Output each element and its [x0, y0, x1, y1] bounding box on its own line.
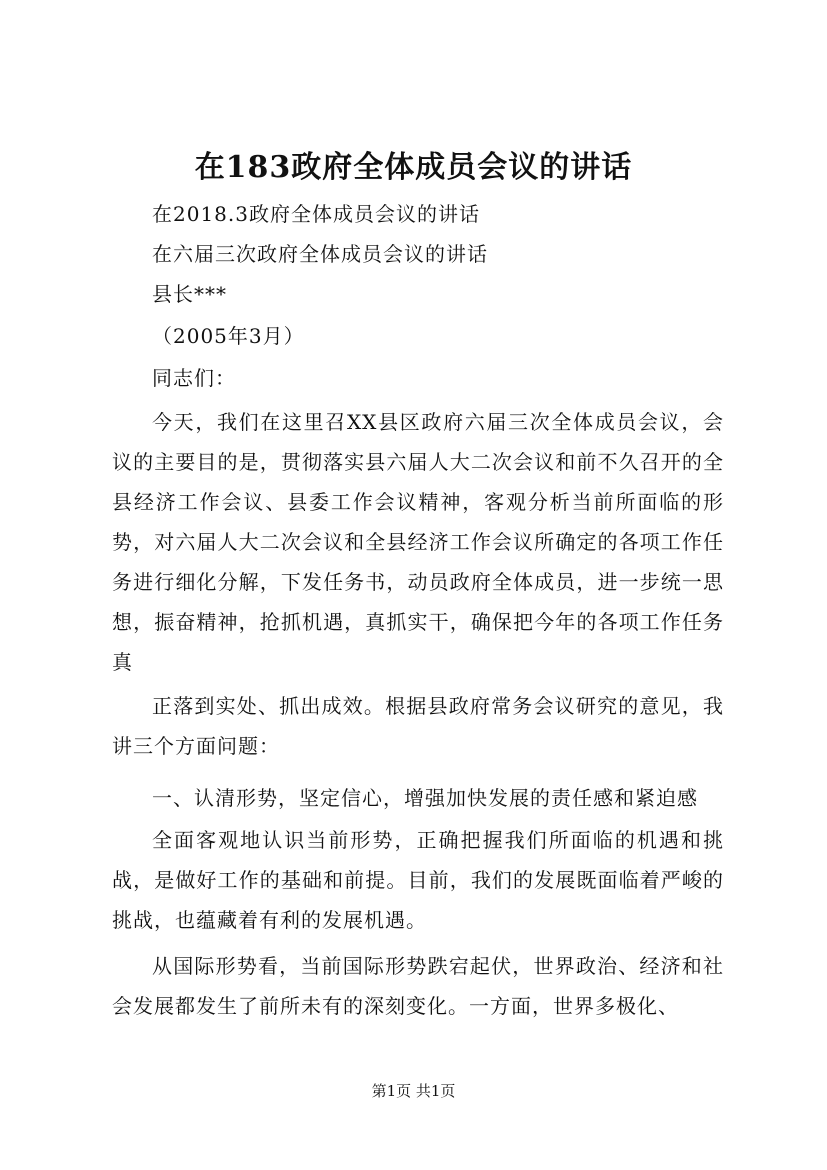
subtitle-date: 在2018.3政府全体成员会议的讲话 — [152, 202, 480, 226]
speaker-line: 县长*** — [152, 282, 227, 306]
body-paragraph: 正落到实处、抓出成效。根据县政府常务会议研究的意见，我讲三个方面问题： — [112, 694, 724, 758]
body-paragraph: 从国际形势看，当前国际形势跌宕起伏，世界政治、经济和社会发展都发生了前所未有的深刻变化。一方面，世界多极化、 — [112, 954, 724, 1018]
date-line: （2005年3月） — [152, 324, 305, 348]
body-paragraph: 今天，我们在这里召XX县区政府六届三次全体成员会议，会议的主要目的是，贯彻落实县六届人大二次会议和前不久召开的全县经济工作会议、县委工作会议精神，客观分析当前所面临的形势，对六届人大二次会议和全县经济工作会议所确定的各项工作任务进行细化分解，下发任务书，动员政府全体成员，进一步统一思想，振奋精神，抢抓机遇，真抓实干，确保把今年的各项工作任务真 — [112, 410, 724, 674]
page-footer: 第1页 共1页 — [371, 1082, 456, 1100]
salutation: 同志们： — [152, 366, 236, 390]
section-heading: 一、认清形势，坚定信心，增强加快发展的责任感和紧迫感 — [152, 786, 698, 810]
subtitle-session: 在六届三次政府全体成员会议的讲话 — [152, 242, 488, 266]
document-title: 在183政府全体成员会议的讲话 — [194, 150, 633, 185]
body-paragraph: 全面客观地认识当前形势，正确把握我们所面临的机遇和挑战，是做好工作的基础和前提。目前，我们的发展既面临着严峻的挑战，也蕴藏着有利的发展机遇。 — [112, 828, 724, 932]
